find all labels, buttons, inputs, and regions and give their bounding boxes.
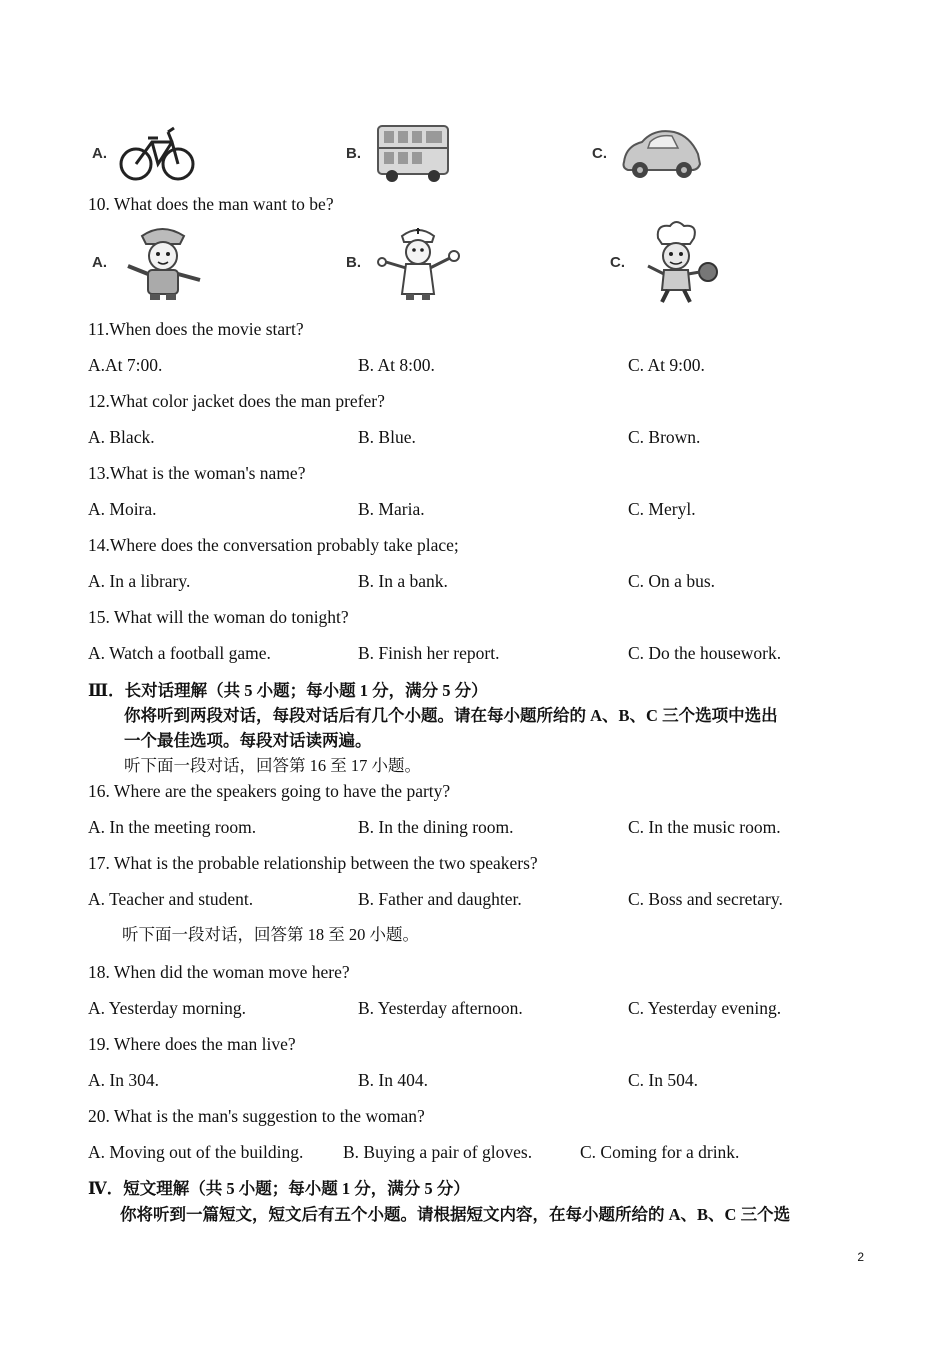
bicycle-picture: [118, 120, 196, 186]
q12-option-b: B. Blue.: [358, 427, 416, 447]
q11-option-a: A.At 7:00.: [88, 355, 163, 375]
q17-option-c: C. Boss and secretary.: [628, 889, 783, 909]
q14-question: 14.Where does the conversation probably take place;: [88, 535, 459, 555]
q18-question: 18. When did the woman move here?: [88, 962, 350, 982]
q20-option-a: A. Moving out of the building.: [88, 1142, 304, 1162]
q18-option-b: B. Yesterday afternoon.: [358, 998, 523, 1018]
car-picture: [618, 122, 704, 182]
policeman-picture: [118, 222, 206, 302]
bus-picture: [374, 120, 452, 184]
section-3-instruction-line-2: 一个最佳选项。每段对话读两遍。: [124, 731, 372, 750]
q10-option-c-label: C.: [610, 254, 625, 271]
section-4-heading: Ⅳ．短文理解（共 5 小题；每小题 1 分，满分 5 分）: [88, 1179, 470, 1198]
q20-question: 20. What is the man's suggestion to the woman?: [88, 1106, 425, 1126]
q15-option-a: A. Watch a football game.: [88, 643, 271, 663]
q14-option-a: A. In a library.: [88, 571, 191, 591]
q15-option-b: B. Finish her report.: [358, 643, 500, 663]
q10-option-b-label: B.: [346, 254, 361, 271]
q18-option-c: C. Yesterday evening.: [628, 998, 782, 1018]
q19-option-b: B. In 404.: [358, 1070, 428, 1090]
q19-option-c: C. In 504.: [628, 1070, 698, 1090]
q12-option-c: C. Brown.: [628, 427, 701, 447]
section-4-instruction-line-1: 你将听到一篇短文，短文后有五个小题。请根据短文内容，在每小题所给的 A、B、C 三个选: [120, 1205, 791, 1224]
section-3-subinstruction-2: 听下面一段对话，回答第 18 至 20 小题。: [122, 925, 419, 944]
q20-option-c: C. Coming for a drink.: [580, 1142, 740, 1162]
q9-option-a-label: A.: [92, 145, 107, 162]
q9-option-b-label: B.: [346, 145, 361, 162]
q16-option-b: B. In the dining room.: [358, 817, 514, 837]
q19-option-a: A. In 304.: [88, 1070, 159, 1090]
q11-option-c: C. At 9:00.: [628, 355, 705, 375]
q19-question: 19. Where does the man live?: [88, 1034, 296, 1054]
q16-question: 16. Where are the speakers going to have the party?: [88, 781, 451, 801]
q11-option-b: B. At 8:00.: [358, 355, 435, 375]
q17-option-b: B. Father and daughter.: [358, 889, 522, 909]
q17-option-a: A. Teacher and student.: [88, 889, 254, 909]
q10-question: 10. What does the man want to be?: [88, 194, 334, 214]
q16-option-c: C. In the music room.: [628, 817, 781, 837]
q15-question: 15. What will the woman do tonight?: [88, 607, 349, 627]
q14-option-c: C. On a bus.: [628, 571, 716, 591]
q13-option-a: A. Moira.: [88, 499, 157, 519]
q13-option-c: C. Meryl.: [628, 499, 696, 519]
q12-question: 12.What color jacket does the man prefer?: [88, 391, 385, 411]
section-3-subinstruction-1: 听下面一段对话，回答第 16 至 17 小题。: [124, 756, 421, 775]
q9-option-c-label: C.: [592, 145, 607, 162]
q16-option-a: A. In the meeting room.: [88, 817, 257, 837]
doctor-picture: [374, 222, 464, 302]
q11-question: 11.When does the movie start?: [88, 319, 304, 339]
q17-question: 17. What is the probable relationship between the two speakers?: [88, 853, 538, 873]
q13-question: 13.What is the woman's name?: [88, 463, 306, 483]
q20-option-b: B. Buying a pair of gloves.: [343, 1142, 533, 1162]
q10-option-a-label: A.: [92, 254, 107, 271]
q15-option-c: C. Do the housework.: [628, 643, 782, 663]
chef-picture: [632, 220, 722, 306]
q18-option-a: A. Yesterday morning.: [88, 998, 246, 1018]
q12-option-a: A. Black.: [88, 427, 155, 447]
q14-option-b: B. In a bank.: [358, 571, 448, 591]
section-3-heading: Ⅲ．长对话理解（共 5 小题；每小题 1 分，满分 5 分）: [88, 681, 488, 700]
page-number: 2: [857, 1250, 864, 1264]
q13-option-b: B. Maria.: [358, 499, 425, 519]
section-3-instruction-line-1: 你将听到两段对话，每段对话后有几个小题。请在每小题所给的 A、B、C 三个选项中选出: [124, 706, 778, 725]
